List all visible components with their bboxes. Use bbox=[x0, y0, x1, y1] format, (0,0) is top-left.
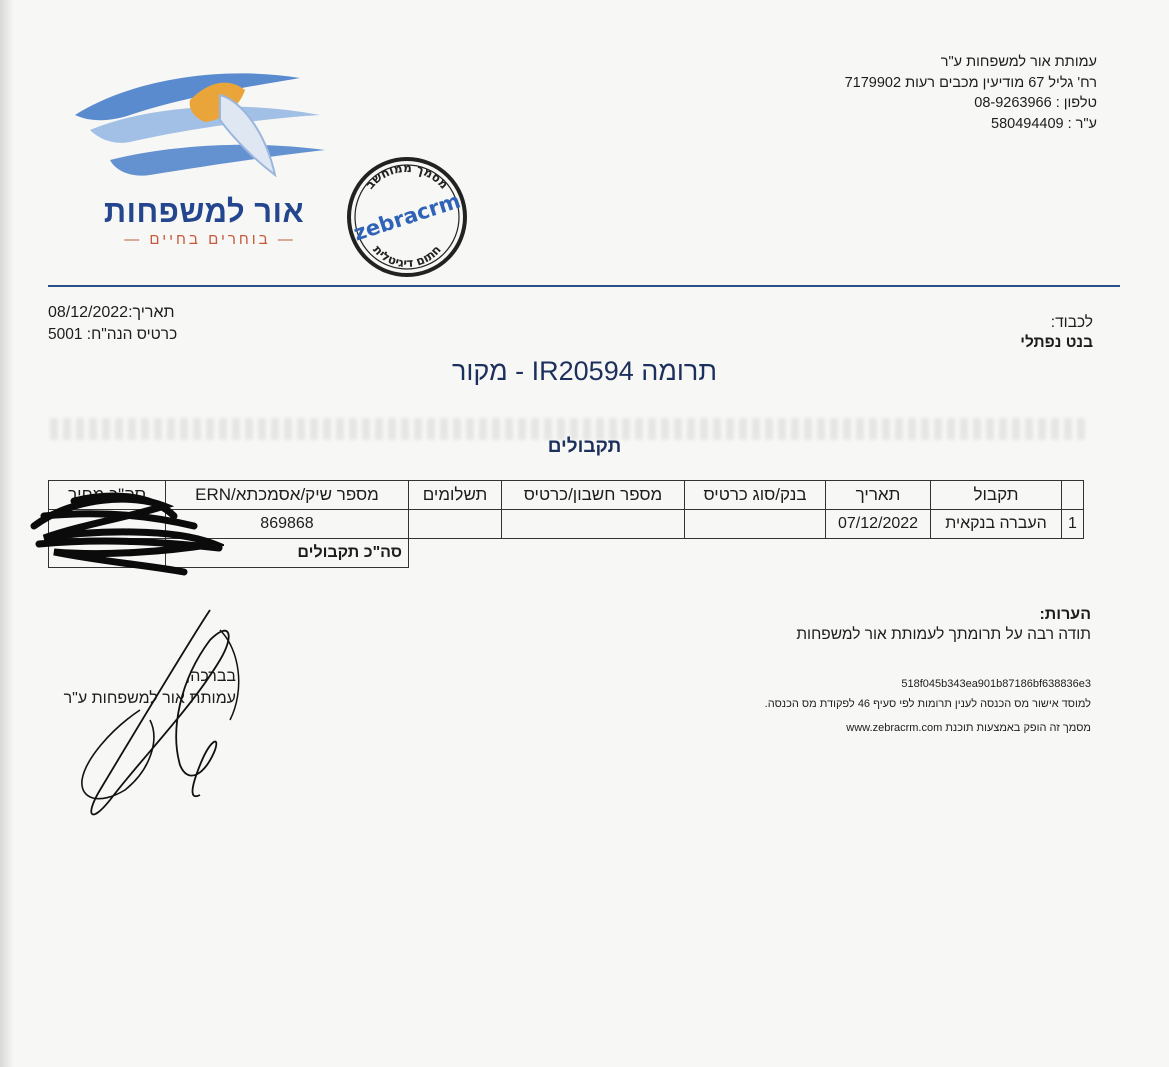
zebracrm-stamp-icon bbox=[344, 154, 470, 280]
logo-name: אור למשפחות bbox=[103, 194, 305, 229]
table-header-cell: תאריך bbox=[826, 481, 931, 510]
software-note: מסמך זה הופק באמצעות תוכנת www.zebracrm.com bbox=[846, 722, 1091, 734]
table-header-cell bbox=[1062, 481, 1084, 510]
header-divider bbox=[48, 285, 1120, 287]
table-cell: 1 bbox=[1062, 510, 1084, 539]
notes-text: תודה רבה על תרומתך לעמותת אור למשפחות bbox=[796, 626, 1091, 643]
dove-logo-icon bbox=[70, 60, 330, 190]
notes-title: הערות: bbox=[1039, 606, 1091, 623]
recipient-label: לכבוד: bbox=[1050, 314, 1093, 331]
stamp-bottom-text: חתום דיגיטלית bbox=[370, 242, 444, 271]
total-receipts-label: סה"כ תקבולים bbox=[166, 539, 409, 568]
tax-approval-note: למוסד אישור מס הכנסה לענין תרומות לפי סעיף 46 לפקודת מס הכנסה. bbox=[764, 698, 1091, 710]
table-cell: העברה בנקאית bbox=[931, 510, 1062, 539]
closing-signature-org: עמותת אור למשפחות ע"ר bbox=[63, 690, 236, 707]
redaction-scribble bbox=[14, 486, 224, 576]
table-header-cell: בנק/סוג כרטיס bbox=[685, 481, 826, 510]
org-address: רח' גליל 67 מודיעין מכבים רעות 7179902 bbox=[844, 74, 1097, 91]
svg-text:חתום דיגיטלית bbox=[370, 242, 444, 270]
document-date: תאריך:08/12/2022 bbox=[48, 304, 175, 321]
closing-greeting: בברכה, bbox=[185, 668, 236, 685]
accounting-card-number: כרטיס הנה"ח: 5001 bbox=[48, 326, 178, 343]
org-phone: טלפון : 08-9263966 bbox=[974, 95, 1097, 111]
table-cell bbox=[409, 510, 502, 539]
table-header-cell: תקבול bbox=[931, 481, 1062, 510]
stamp-brand: zebracrm bbox=[350, 188, 464, 246]
table-cell: 07/12/2022 bbox=[826, 510, 931, 539]
document-hash: 518f045b343ea901b87186bf638836e3 bbox=[901, 678, 1091, 690]
page-edge-shadow bbox=[0, 0, 14, 1067]
org-reg-number: ע"ר : 580494409 bbox=[991, 115, 1097, 132]
table-header-cell: סה"כ מחיר bbox=[49, 481, 166, 510]
document-title: תרומה IR20594 - מקור bbox=[451, 356, 717, 386]
section-title: תקבולים bbox=[547, 436, 622, 457]
org-name: עמותת אור למשפחות ע"ר bbox=[940, 54, 1097, 70]
organization-details bbox=[677, 52, 1097, 134]
logo-tagline: — בוחרים בחיים — bbox=[124, 231, 296, 248]
handwritten-signature bbox=[70, 600, 260, 830]
table-header-cell: מספר חשבון/כרטיס bbox=[502, 481, 685, 510]
table-cell bbox=[502, 510, 685, 539]
table-header-cell: תשלומים bbox=[409, 481, 502, 510]
stamp-top-text: מסמך ממוחשב bbox=[362, 160, 452, 192]
recipient-name: בנט נפתלי bbox=[1020, 334, 1093, 351]
table-spacer bbox=[409, 539, 1084, 568]
table-header-cell: מספר שיק/אסמכתא/ERN bbox=[166, 481, 409, 510]
table-cell: 869868 bbox=[166, 510, 409, 539]
table-cell bbox=[685, 510, 826, 539]
